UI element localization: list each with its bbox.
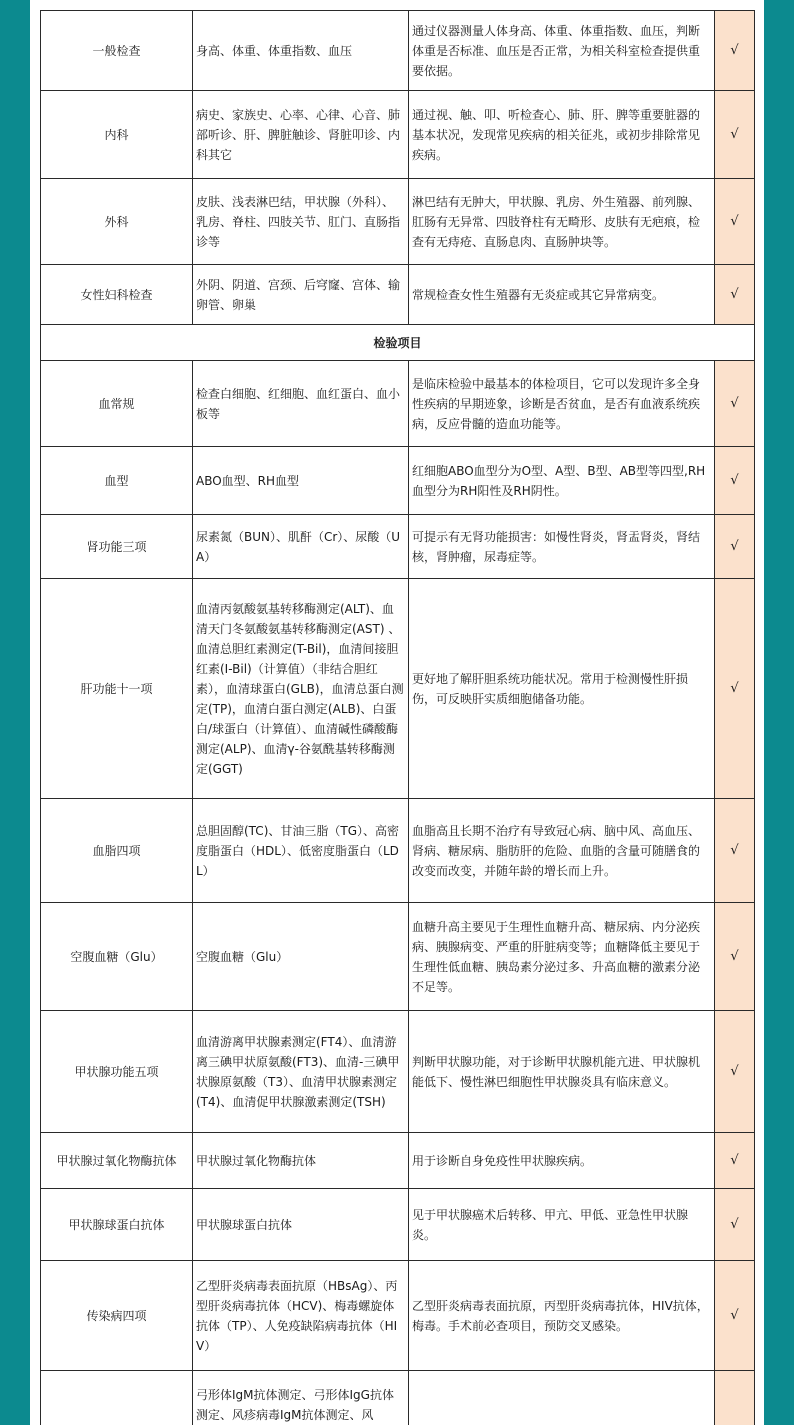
- item-content: 甲状腺过氧化物酶抗体: [193, 1133, 409, 1189]
- check-mark: √: [715, 1133, 755, 1189]
- item-content: 皮肤、浅表淋巴结，甲状腺（外科）、乳房、脊柱、四肢关节、肛门、直肠指诊等: [193, 179, 409, 265]
- item-purpose: 是临床检验中最基本的体检项目，它可以发现许多全身性疾病的早期迹象，诊断是否贫血，是否有血液系统疾病，反应骨髓的造血功能等。: [409, 361, 715, 447]
- item-content: ABO血型、RH血型: [193, 447, 409, 515]
- table-row: [41, 179, 755, 265]
- item-name: 甲状腺过氧化物酶抗体: [41, 1133, 193, 1189]
- item-purpose: 常规检查女性生殖器有无炎症或其它异常病变。: [409, 265, 715, 325]
- item-purpose: 乙型肝炎病毒表面抗原，丙型肝炎病毒抗体，HIV抗体，梅毒。手术前必查项目，预防交叉感染。: [409, 1261, 715, 1371]
- item-content: 血清游离甲状腺素测定(FT4）、血清游离三碘甲状原氨酸(FT3)、血清-三碘甲状腺原氨酸（T3）、血清甲状腺素测定(T4)、血清促甲状腺激素测定(TSH): [193, 1011, 409, 1133]
- item-purpose: 血糖升高主要见于生理性血糖升高、糖尿病、内分泌疾病、胰腺病变、严重的肝脏病变等；血糖降低主要见于生理性低血糖、胰岛素分泌过多、升高血糖的激素分泌不足等。: [409, 903, 715, 1011]
- item-content: 血清丙氨酸氨基转移酶测定(ALT)、血清天门冬氨酸氨基转移酶测定(AST) 、血清总胆红素测定(T-Bil)，血清间接胆红素(I-Bil)（计算值）（非结合胆红素），血清球蛋白(GLB)，血清总蛋白测定(TP)，血清白蛋白测定(ALB)、白蛋白/球蛋白（计算值）、血清碱性磷酸酶测定(ALP)、血清γ-谷氨酰基转移酶测定(GGT): [193, 579, 409, 799]
- table-row: [41, 515, 755, 579]
- section-title: 检验项目: [41, 325, 755, 361]
- item-name: 血型: [41, 447, 193, 515]
- item-purpose: 见于甲状腺癌术后转移、甲亢、甲低、亚急性甲状腺炎。: [409, 1189, 715, 1261]
- item-purpose: 可提示有无肾功能损害：如慢性肾炎，肾盂肾炎，肾结核，肾肿瘤，尿毒症等。: [409, 515, 715, 579]
- item-name: 甲状腺功能五项: [41, 1011, 193, 1133]
- table-row: [41, 11, 755, 91]
- item-purpose: 血脂高且长期不治疗有导致冠心病、脑中风、高血压、肾病、糖尿病、脂肪肝的危险、血脂的含量可随膳食的改变而改变，并随年龄的增长而上升。: [409, 799, 715, 903]
- item-purpose: 红细胞ABO血型分为O型、A型、B型、AB型等四型,RH血型分为RH阳性及RH阴性。: [409, 447, 715, 515]
- item-content: 空腹血糖（Glu）: [193, 903, 409, 1011]
- item-name: 女性妇科检查: [41, 265, 193, 325]
- table-row: [41, 265, 755, 325]
- item-name: 血脂四项: [41, 799, 193, 903]
- table-row: [41, 1371, 755, 1425]
- item-purpose: 淋巴结有无肿大，甲状腺、乳房、外生殖器、前列腺、肛肠有无异常、四肢脊柱有无畸形、皮肤有无疤痕，检查有无痔疮、直肠息肉、直肠肿块等。: [409, 179, 715, 265]
- check-mark: √: [715, 903, 755, 1011]
- table-row: [41, 1261, 755, 1371]
- item-content: 外阴、阴道、宫颈、后穹窿、宫体、输卵管、卵巢: [193, 265, 409, 325]
- item-name: 甲状腺球蛋白抗体: [41, 1189, 193, 1261]
- table-row: [41, 1011, 755, 1133]
- exam-table: [40, 10, 755, 1425]
- item-content: 尿素氮（BUN）、肌酐（Cr）、尿酸（UA）: [193, 515, 409, 579]
- item-purpose: 通过视、触、叩、听检查心、肺、肝、脾等重要脏器的基本状况，发现常见疾病的相关征兆，或初步排除常见疾病。: [409, 91, 715, 179]
- item-content: 总胆固醇(TC)、甘油三脂（TG）、高密度脂蛋白（HDL）、低密度脂蛋白（LDL）: [193, 799, 409, 903]
- item-name: [41, 1371, 193, 1425]
- check-mark: √: [715, 91, 755, 179]
- item-content: 乙型肝炎病毒表面抗原（HBsAg）、丙型肝炎病毒抗体（HCV)、梅毒螺旋体抗体（TP）、人免疫缺陷病毒抗体（HIV）: [193, 1261, 409, 1371]
- item-name: 内科: [41, 91, 193, 179]
- exam-sheet: [30, 0, 764, 1425]
- item-name: 肝功能十一项: [41, 579, 193, 799]
- item-content: 弓形体IgM抗体测定、弓形体IgG抗体测定、风疹病毒IgM抗体测定、风: [193, 1371, 409, 1425]
- check-mark: √: [715, 799, 755, 903]
- item-purpose: 用于诊断自身免疫性甲状腺疾病。: [409, 1133, 715, 1189]
- check-mark: √: [715, 1011, 755, 1133]
- item-name: 空腹血糖（Glu）: [41, 903, 193, 1011]
- table-row: [41, 903, 755, 1011]
- check-mark: √: [715, 1261, 755, 1371]
- check-mark: √: [715, 1189, 755, 1261]
- item-content: 甲状腺球蛋白抗体: [193, 1189, 409, 1261]
- check-mark: √: [715, 447, 755, 515]
- check-mark: √: [715, 361, 755, 447]
- check-mark: √: [715, 11, 755, 91]
- item-name: 传染病四项: [41, 1261, 193, 1371]
- item-purpose: [409, 1371, 715, 1425]
- item-purpose: 通过仪器测量人体身高、体重、体重指数、血压，判断体重是否标准、血压是否正常，为相关科室检查提供重要依据。: [409, 11, 715, 91]
- table-row: [41, 361, 755, 447]
- table-row: [41, 799, 755, 903]
- table-row: [41, 447, 755, 515]
- item-name: 血常规: [41, 361, 193, 447]
- check-mark: √: [715, 579, 755, 799]
- item-content: 检查白细胞、红细胞、血红蛋白、血小板等: [193, 361, 409, 447]
- table-row: [41, 1133, 755, 1189]
- check-mark: [715, 1371, 755, 1425]
- item-purpose: 判断甲状腺功能，对于诊断甲状腺机能亢进、甲状腺机能低下、慢性淋巴细胞性甲状腺炎具有临床意义。: [409, 1011, 715, 1133]
- table-row: [41, 579, 755, 799]
- item-name: 一般检查: [41, 11, 193, 91]
- check-mark: √: [715, 515, 755, 579]
- table-row: [41, 1189, 755, 1261]
- item-purpose: 更好地了解肝胆系统功能状况。常用于检测慢性肝损伤，可反映肝实质细胞储备功能。: [409, 579, 715, 799]
- section-row: [41, 325, 755, 361]
- item-name: 肾功能三项: [41, 515, 193, 579]
- item-content: 身高、体重、体重指数、血压: [193, 11, 409, 91]
- check-mark: √: [715, 179, 755, 265]
- table-row: [41, 91, 755, 179]
- check-mark: √: [715, 265, 755, 325]
- item-content: 病史、家族史、心率、心律、心音、肺部听诊、肝、脾脏触诊、肾脏叩诊、内科其它: [193, 91, 409, 179]
- item-name: 外科: [41, 179, 193, 265]
